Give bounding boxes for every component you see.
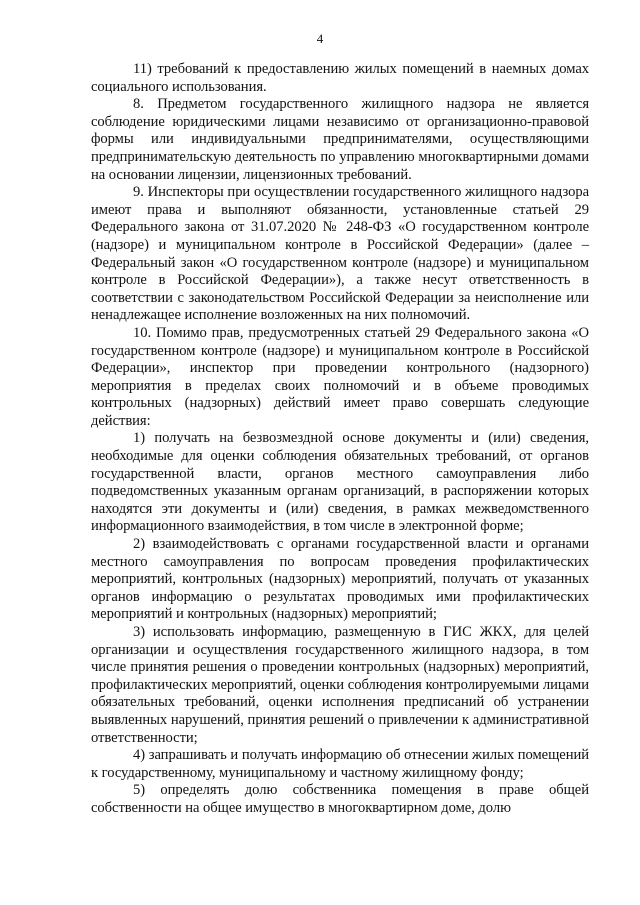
document-body bbox=[91, 61, 589, 818]
paragraph-subitem-1: 1) получать на безвозмездной основе документы и (или) сведения, необходимые для оценки соблюдения обязательных требований, от органов государственной власти, органов местного самоуправления либо подведомственных указанным органам организаций, в распоряжении которых находятся эти документы и (или) сведения, в рамках межведомственного информационного взаимодействия, в том числе в электронной форме; bbox=[91, 430, 589, 535]
paragraph-item-11: 11) требований к предоставлению жилых помещений в наемных домах социального использования. bbox=[91, 61, 589, 95]
paragraph-section-8: 8. Предметом государственного жилищного надзора не является соблюдение юридическими лицами независимо от организационно-правовой формы или индивидуальными предпринимателями, осуществляющими предпринимательскую деятельность по управлению многоквартирными домами на основании лицензии, лицензионных требований. bbox=[91, 96, 589, 183]
paragraph-section-10: 10. Помимо прав, предусмотренных статьей 29 Федерального закона «О государственном контроле (надзоре) и муниципальном контроле в Российской Федерации», инспектор при проведении контрольного (надзорного) мероприятия в пределах своих полномочий и в объеме проводимых контрольных (надзорных) действий имеет право совершать следующие действия: bbox=[91, 324, 589, 429]
paragraph-subitem-4: 4) запрашивать и получать информацию об отнесении жилых помещений к государственному, муниципальному и частному жилищному фонду; bbox=[91, 747, 589, 781]
paragraph-section-9: 9. Инспекторы при осуществлении государственного жилищного надзора имеют права и выполняют обязанности, установленные статьей 29 Федерального закона от 31.07.2020 № 248-ФЗ «О государственном контроле (надзоре) и муниципальном контроле в Российской Федерации» (далее – Федеральный закон «О государственном контроле (надзоре) и муниципальном контроле в Российской Федерации»), а также несут ответственность в соответствии с законодательством Российской Федерации за неисполнение или ненадлежащее исполнение возложенных на них полномочий. bbox=[91, 184, 589, 324]
paragraph-subitem-3: 3) использовать информацию, размещенную в ГИС ЖКХ, для целей организации и осуществления государственного жилищного надзора, в том числе принятия решения о проведении контрольных (надзорных) мероприятий, профилактических мероприятий, оценки соблюдения контролируемыми лицами обязательных требований, оценки исполнения предписаний об устранении выявленных нарушений, принятия решений о привлечении к административной ответственности; bbox=[91, 624, 589, 746]
paragraph-subitem-5: 5) определять долю собственника помещения в праве общей собственности на общее имущество в многоквартирном доме, долю bbox=[91, 782, 589, 816]
paragraph-subitem-2: 2) взаимодействовать с органами государственной власти и органами местного самоуправления по вопросам проведения профилактических мероприятий, контрольных (надзорных) мероприятий, получать от указанных органов информацию о результатах проводимых ими профилактических мероприятий и контрольных (надзорных) мероприятий; bbox=[91, 536, 589, 623]
page-number: 4 bbox=[316, 31, 324, 46]
